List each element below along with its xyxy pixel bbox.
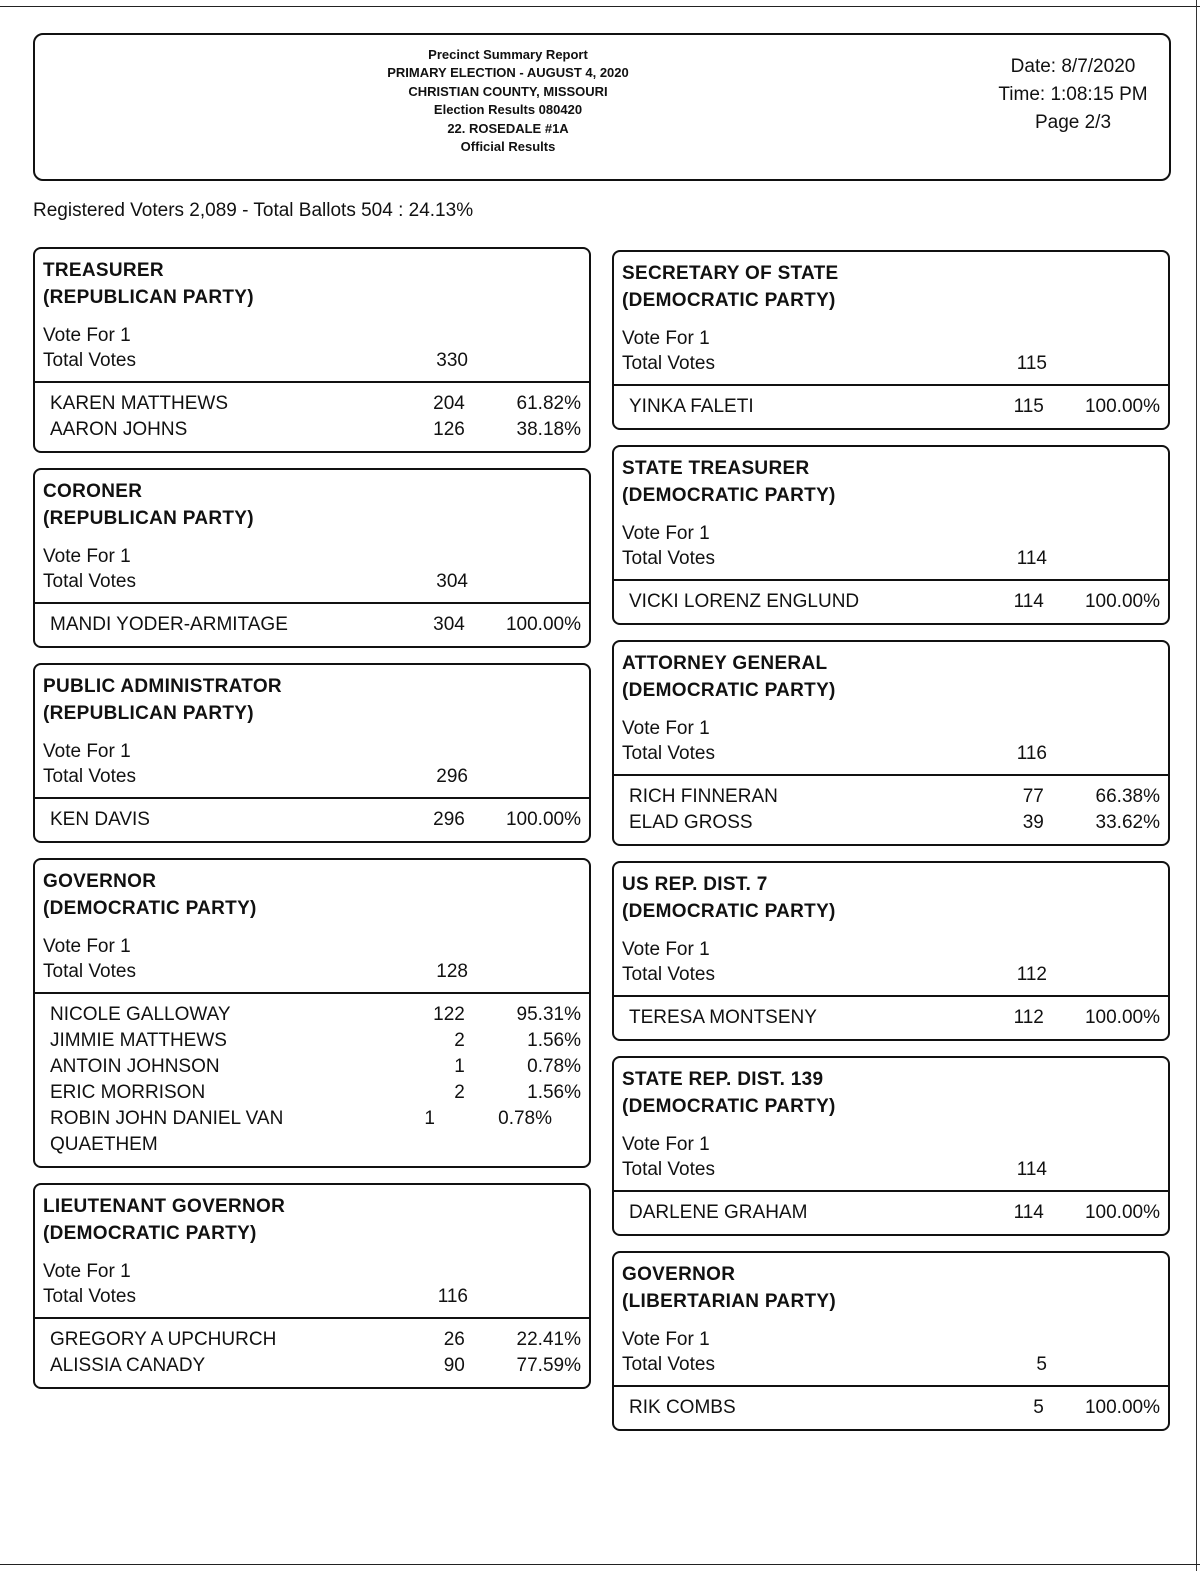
candidate-percent: 38.18% (516, 419, 581, 440)
candidate-list (35, 602, 589, 646)
vote-for-label: Vote For 1 (43, 325, 131, 346)
candidate-name: KEN DAVIS (50, 809, 150, 830)
total-votes-value: 112 (1016, 964, 1047, 985)
race-title: US REP. DIST. 7 (622, 874, 768, 895)
race-box (33, 858, 591, 1168)
race-header (614, 252, 1168, 384)
vote-for-row (43, 323, 581, 348)
report-meta (983, 53, 1163, 137)
candidate-row (629, 1005, 1160, 1031)
vote-for-label: Vote For 1 (622, 1329, 710, 1350)
race-party: (DEMOCRATIC PARTY) (622, 901, 836, 922)
candidate-name: MANDI YODER-ARMITAGE (50, 614, 288, 635)
candidate-percent: 0.78% (527, 1056, 581, 1077)
candidate-name: RIK COMBS (629, 1397, 736, 1418)
candidate-votes: 115 (1013, 396, 1044, 417)
candidate-votes: 2 (454, 1082, 465, 1103)
candidate-name: GREGORY A UPCHURCH (50, 1329, 277, 1350)
bottom-rule (0, 1564, 1200, 1565)
vote-for-row (43, 1259, 581, 1284)
total-votes-row (43, 959, 581, 984)
total-votes-label: Total Votes (622, 353, 715, 374)
page-number: Page 2/3 (1034, 112, 1112, 133)
race-party: (DEMOCRATIC PARTY) (622, 485, 836, 506)
left-column (33, 247, 591, 1404)
candidate-row (629, 810, 1160, 836)
vote-for-label: Vote For 1 (622, 328, 710, 349)
race-title: CORONER (43, 481, 143, 502)
total-votes-label: Total Votes (622, 1159, 715, 1180)
total-votes-label: Total Votes (622, 964, 715, 985)
candidate-votes: 126 (433, 419, 465, 440)
race-title: TREASURER (43, 260, 164, 281)
vote-for-label: Vote For 1 (43, 741, 131, 762)
candidate-percent: 0.78% (498, 1108, 552, 1129)
total-votes-value: 114 (1016, 548, 1047, 569)
race-header (35, 470, 589, 602)
candidate-list (614, 579, 1168, 623)
candidate-percent: 33.62% (1095, 812, 1160, 833)
candidate-votes: 5 (1033, 1397, 1044, 1418)
candidate-votes: 114 (1013, 591, 1044, 612)
race-title: SECRETARY OF STATE (622, 263, 839, 284)
candidate-percent: 100.00% (1084, 1202, 1160, 1223)
candidate-percent: 77.59% (516, 1355, 581, 1376)
candidate-row (50, 417, 581, 443)
race-header (614, 863, 1168, 995)
total-votes-value: 115 (1016, 353, 1047, 374)
total-votes-value: 114 (1016, 1159, 1047, 1180)
candidate-name: RICH FINNERAN (629, 786, 778, 807)
candidate-row (50, 1028, 581, 1054)
vote-for-row (43, 739, 581, 764)
candidate-percent: 100.00% (1084, 396, 1160, 417)
candidate-votes: 39 (1022, 812, 1044, 833)
candidate-votes: 1 (454, 1056, 465, 1077)
candidate-list (614, 774, 1168, 844)
candidate-row (50, 1353, 581, 1379)
vote-for-row (43, 934, 581, 959)
race-box (612, 445, 1170, 625)
race-party: (DEMOCRATIC PARTY) (622, 680, 836, 701)
report-header (33, 33, 1171, 181)
candidate-row (50, 1106, 581, 1158)
total-votes-value: 330 (436, 350, 468, 371)
race-party: (DEMOCRATIC PARTY) (43, 898, 257, 919)
report-time: Time: 1:08:15 PM (998, 84, 1148, 105)
candidate-votes: 204 (433, 393, 465, 414)
candidate-percent: 1.56% (527, 1030, 581, 1051)
candidate-name: TERESA MONTSENY (629, 1007, 817, 1028)
candidate-list (35, 1317, 589, 1387)
turnout-summary: Registered Voters 2,089 - Total Ballots 504 : 24.13% (33, 200, 474, 221)
total-votes-label: Total Votes (622, 743, 715, 764)
candidate-percent: 1.56% (527, 1082, 581, 1103)
candidate-votes: 114 (1013, 1202, 1044, 1223)
results-status: Official Results (460, 139, 556, 155)
candidate-percent: 22.41% (516, 1329, 581, 1350)
right-column (612, 250, 1170, 1446)
candidate-votes: 296 (433, 809, 465, 830)
total-votes-row (43, 569, 581, 594)
results-id: Election Results 080420 (433, 102, 583, 118)
total-votes-label: Total Votes (43, 571, 136, 592)
race-header (35, 665, 589, 797)
total-votes-value: 296 (436, 766, 468, 787)
vote-for-label: Vote For 1 (622, 718, 710, 739)
candidate-name: ELAD GROSS (629, 812, 753, 833)
total-votes-value: 5 (1036, 1354, 1047, 1375)
candidate-votes: 77 (1022, 786, 1044, 807)
candidate-votes: 122 (433, 1004, 465, 1025)
candidate-list (614, 1385, 1168, 1429)
race-header (35, 860, 589, 992)
race-header (614, 642, 1168, 774)
candidate-row (50, 1002, 581, 1028)
candidate-list (35, 797, 589, 841)
vote-for-row (43, 544, 581, 569)
candidate-votes: 112 (1013, 1007, 1044, 1028)
candidate-name: ANTOIN JOHNSON (50, 1056, 220, 1077)
vote-for-row (622, 1132, 1160, 1157)
vote-for-label: Vote For 1 (622, 1134, 710, 1155)
candidate-name: YINKA FALETI (629, 396, 754, 417)
candidate-list (35, 992, 589, 1166)
candidate-votes: 2 (454, 1030, 465, 1051)
candidate-list (35, 381, 589, 451)
total-votes-label: Total Votes (43, 961, 136, 982)
race-box (33, 247, 591, 453)
vote-for-row (622, 716, 1160, 741)
vote-for-label: Vote For 1 (43, 936, 131, 957)
precinct-name: 22. ROSEDALE #1A (447, 120, 569, 136)
candidate-row (629, 394, 1160, 420)
page-edge (1196, 0, 1197, 1571)
total-votes-label: Total Votes (622, 548, 715, 569)
race-title: GOVERNOR (622, 1264, 736, 1285)
total-votes-row (622, 351, 1160, 376)
vote-for-row (622, 521, 1160, 546)
total-votes-row (43, 348, 581, 373)
candidate-name: DARLENE GRAHAM (629, 1202, 808, 1223)
report-type: Precinct Summary Report (428, 47, 588, 62)
race-box (612, 640, 1170, 846)
race-title: PUBLIC ADMINISTRATOR (43, 676, 282, 697)
candidate-row (50, 612, 581, 638)
candidate-list (614, 995, 1168, 1039)
candidate-name: VICKI LORENZ ENGLUND (629, 591, 860, 612)
race-header (35, 1185, 589, 1317)
candidate-percent: 100.00% (1084, 1007, 1160, 1028)
candidate-name: NICOLE GALLOWAY (50, 1004, 231, 1025)
candidate-row (50, 1080, 581, 1106)
race-title: GOVERNOR (43, 871, 157, 892)
candidate-name: JIMMIE MATTHEWS (50, 1030, 227, 1051)
candidate-row (629, 1200, 1160, 1226)
total-votes-row (43, 1284, 581, 1309)
race-box (33, 1183, 591, 1389)
total-votes-label: Total Votes (622, 1354, 715, 1375)
total-votes-label: Total Votes (43, 1286, 136, 1307)
race-party: (REPUBLICAN PARTY) (43, 508, 254, 529)
candidate-row (629, 1395, 1160, 1421)
candidate-name: ALISSIA CANADY (50, 1355, 206, 1376)
vote-for-label: Vote For 1 (622, 939, 710, 960)
candidate-name: AARON JOHNS (50, 419, 188, 440)
race-box (33, 663, 591, 843)
race-party: (DEMOCRATIC PARTY) (622, 1096, 836, 1117)
candidate-votes: 90 (443, 1355, 465, 1376)
candidate-row (50, 1054, 581, 1080)
total-votes-value: 116 (1016, 743, 1047, 764)
total-votes-row (622, 741, 1160, 766)
report-date: Date: 8/7/2020 (1010, 56, 1136, 77)
candidate-name: KAREN MATTHEWS (50, 393, 229, 414)
county-name: CHRISTIAN COUNTY, MISSOURI (408, 83, 608, 99)
race-header (614, 1058, 1168, 1190)
candidate-percent: 66.38% (1095, 786, 1160, 807)
candidate-percent: 100.00% (1084, 1397, 1160, 1418)
race-title: STATE REP. DIST. 139 (622, 1069, 824, 1090)
vote-for-row (622, 326, 1160, 351)
candidate-row (50, 1327, 581, 1353)
race-party: (DEMOCRATIC PARTY) (622, 290, 836, 311)
candidate-name: ERIC MORRISON (50, 1082, 206, 1103)
race-title: LIEUTENANT GOVERNOR (43, 1196, 286, 1217)
race-box (612, 250, 1170, 430)
candidate-votes: 26 (443, 1329, 465, 1350)
vote-for-row (622, 1327, 1160, 1352)
total-votes-value: 128 (436, 961, 468, 982)
candidate-list (614, 384, 1168, 428)
race-title: STATE TREASURER (622, 458, 810, 479)
candidate-row (629, 784, 1160, 810)
race-party: (REPUBLICAN PARTY) (43, 703, 254, 724)
total-votes-label: Total Votes (43, 350, 136, 371)
report-title-block (335, 46, 681, 156)
race-box (612, 1251, 1170, 1431)
race-header (614, 1253, 1168, 1385)
total-votes-row (622, 546, 1160, 571)
candidate-list (614, 1190, 1168, 1234)
total-votes-label: Total Votes (43, 766, 136, 787)
race-box (612, 861, 1170, 1041)
vote-for-label: Vote For 1 (43, 546, 131, 567)
vote-for-label: Vote For 1 (43, 1261, 131, 1282)
vote-for-label: Vote For 1 (622, 523, 710, 544)
race-header (35, 249, 589, 381)
candidate-percent: 100.00% (1084, 591, 1160, 612)
candidate-name: ROBIN JOHN DANIEL VAN QUAETHEM (50, 1108, 284, 1155)
race-party: (REPUBLICAN PARTY) (43, 287, 254, 308)
race-box (612, 1056, 1170, 1236)
candidate-percent: 61.82% (516, 393, 581, 414)
race-party: (LIBERTARIAN PARTY) (622, 1291, 836, 1312)
race-title: ATTORNEY GENERAL (622, 653, 828, 674)
candidate-row (629, 589, 1160, 615)
candidate-percent: 100.00% (505, 614, 581, 635)
total-votes-row (622, 1157, 1160, 1182)
race-box (33, 468, 591, 648)
top-rule (0, 6, 1200, 7)
candidate-row (50, 391, 581, 417)
candidate-votes: 1 (424, 1108, 435, 1129)
total-votes-value: 304 (436, 571, 468, 592)
candidate-row (50, 807, 581, 833)
total-votes-row (43, 764, 581, 789)
vote-for-row (622, 937, 1160, 962)
race-party: (DEMOCRATIC PARTY) (43, 1223, 257, 1244)
total-votes-row (622, 962, 1160, 987)
election-name: PRIMARY ELECTION - AUGUST 4, 2020 (387, 65, 629, 81)
candidate-percent: 95.31% (516, 1004, 581, 1025)
race-header (614, 447, 1168, 579)
candidate-votes: 304 (433, 614, 465, 635)
total-votes-value: 116 (437, 1286, 468, 1307)
total-votes-row (622, 1352, 1160, 1377)
candidate-percent: 100.00% (505, 809, 581, 830)
